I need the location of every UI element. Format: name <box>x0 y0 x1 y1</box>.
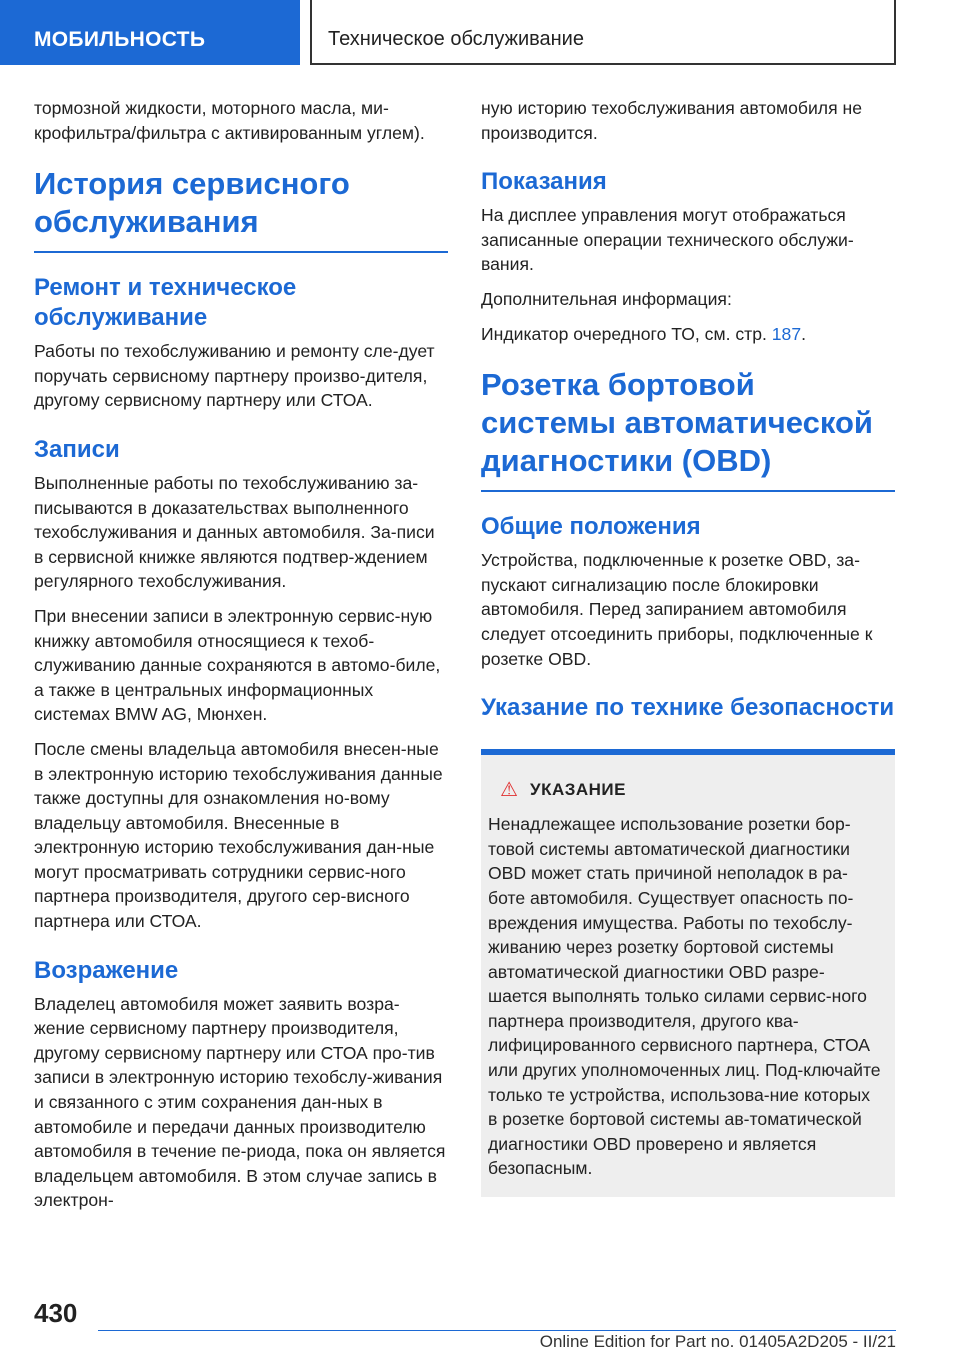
warning-title: УКАЗАНИЕ <box>530 779 626 799</box>
header-section-label: МОБИЛЬНОСТЬ <box>34 28 206 51</box>
repair-paragraph: Работы по техобслуживанию и ремонту сле‐дует поручать сервисному партнеру произво‐дителя, другому сервисному партнеру или СТОА. <box>34 341 435 411</box>
more-info-label: Дополнительная информация: <box>481 288 732 309</box>
header-chapter-label: Техническое обслуживание <box>328 28 584 50</box>
warning-header <box>488 777 883 802</box>
objection-paragraph: Владелец автомобиля может заявить возра‐жение сервисному партнеру производителя, другому сервисному партнеру или СТОА про‐тив записи в электронную историю техобслу‐живания и связанного с этим сохранения дан‐ных в автомобиле и передачи данных производителю автомобиля в течение пе‐риода, пока он является владельцем автомобиля. В этом случае запись в электрон‐ <box>34 993 446 1211</box>
heading-safety: Указание по технике безопасности <box>481 694 895 722</box>
records-paragraph-2: При внесении записи в электронную сервис‐ную книжку автомобиля относящиеся к техоб‐служиванию данные сохраняются в автомо‐биле, а также в центральных информационных системах BMW AG, Мюнхен. <box>34 605 441 725</box>
left-column <box>34 96 448 1223</box>
indicator-end: . <box>801 323 807 344</box>
heading-readings: Показания <box>481 168 607 196</box>
page-number: 430 <box>34 1298 78 1328</box>
warning-box <box>481 749 895 1197</box>
indicator-text: Индикатор очередного ТО, см. стр. <box>481 323 772 344</box>
warning-triangle-icon: ⚠ <box>500 779 518 802</box>
heading-general: Общие положения <box>481 513 701 541</box>
right-column <box>481 96 895 1197</box>
heading-records: Записи <box>34 435 120 463</box>
footer-edition: Online Edition for Part no. 01405A2D205 - II/21 <box>539 1332 896 1351</box>
header-chapter-box <box>310 0 896 65</box>
continued-paragraph: ную историю техобслуживания автомобиля не производится. <box>481 98 862 143</box>
heading-objection: Возражение <box>34 956 179 984</box>
indicator-reference <box>481 322 895 347</box>
heading-service-history: История сервисного обслуживания <box>34 165 448 253</box>
heading-repair: Ремонт и техническое обслуживание <box>34 274 297 332</box>
readings-paragraph: На дисплее управления могут отображаться записанные операции технического обслужи‐вания. <box>481 205 854 275</box>
records-paragraph-1: Выполненные работы по техобслуживанию за‐писываются в доказательствах выполненного техобслуживания и данных автомобиля. За‐писи в сервисной книжке являются подтвер‐ждением регулярного техобслуживания. <box>34 472 435 592</box>
heading-obd-socket: Розетка бортовой системы автоматической диагностики (OBD) <box>481 366 895 492</box>
intro-paragraph: тормозной жидкости, моторного масла, ми‐крофильтра/фильтра с активированным углем). <box>34 98 425 143</box>
footer-divider <box>98 1330 896 1331</box>
header-section-tab <box>0 0 300 65</box>
records-paragraph-3: После смены владельца автомобиля внесен‐ные в электронную историю техобслуживания данные также доступны для ознакомления но‐вому владельцу автомобиля. Внесенные в электронную историю техобслуживания дан‐ные могут просматривать сотрудники сервис‐ного партнера производителя, другого сер‐висного партнера или СТОА. <box>34 738 443 932</box>
general-paragraph: Устройства, подключенные к розетке OBD, за‐пускают сигнализацию после блокировки автомобиля. Перед запиранием автомобиля следует отсоединить приборы, подключенные к розетке OBD. <box>481 550 873 669</box>
warning-text: Ненадлежащее использование розетки бор‐товой системы автоматической диагностики OBD может стать причиной неполадок в ра‐боте автомобиля. Существует опасность по‐вреждения имущества. Работы по техобслу‐живанию через розетку бортовой системы автоматической диагностики OBD разре‐шается выполнять только силами сервис‐ного партнера производителя, другого ква‐лифицированного сервисного партнера, СТОА или других уполномоченных лиц. Под‐ключайте только те устройства, использова‐ние которых в розетке бортовой системы ав‐томатической диагностики OBD проверено и является безопасным. <box>488 814 881 1179</box>
page-link-187[interactable]: 187 <box>771 323 802 344</box>
